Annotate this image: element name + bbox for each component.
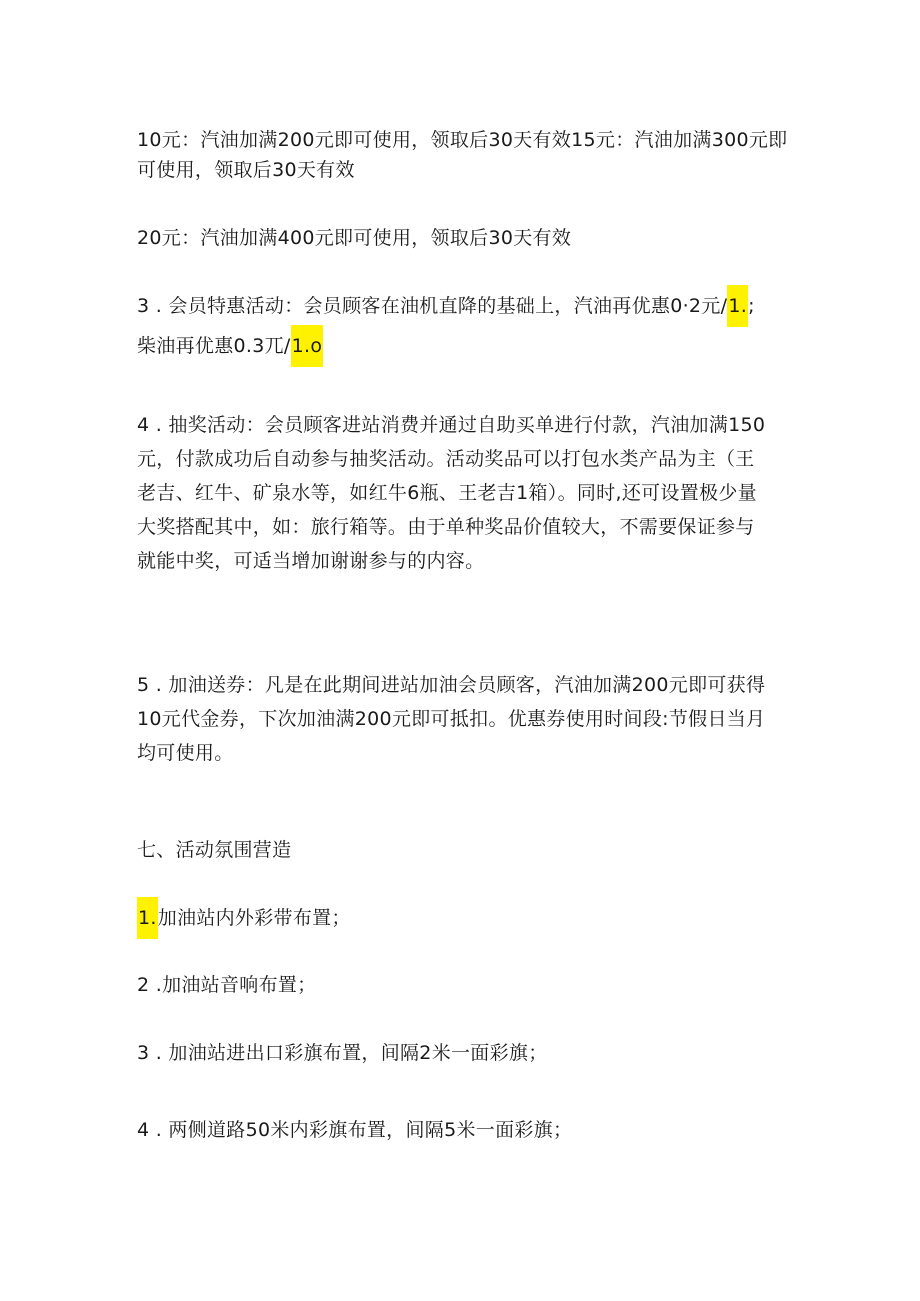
text-segment: 加油站内外彩带布置；: [157, 907, 351, 929]
text-line: 就能中奖，可适当增加谢谢参与的内容。: [137, 550, 485, 572]
highlighted-text: 1.o: [291, 325, 324, 367]
text-line: 均可使用。: [137, 742, 234, 764]
text-line: 20元：汽油加满400元即可使用，领取后30天有效: [137, 227, 572, 249]
list-item: [137, 1038, 787, 1068]
paragraph-lottery: [137, 408, 787, 578]
paragraph-coupon-10-15: [137, 125, 787, 185]
text-line: 元，付款成功后自动参与抽奖活动。活动奖品可以打包水类产品为主（王: [137, 448, 755, 470]
text-line: 2 .加油站音响布置；: [137, 974, 317, 996]
list-item: [137, 970, 787, 1000]
text-line: 4 . 抽奖活动：会员顾客进站消费并通过自助买单进行付款，汽油加满150: [137, 414, 766, 436]
text-line: [137, 291, 787, 321]
highlighted-text: 1.: [727, 285, 748, 327]
text-line: 10元：汽油加满200元即可使用，领取后30天有效15元：汽油加满300元即: [137, 129, 788, 151]
text-segment: ;: [748, 295, 755, 317]
text-line: 3 . 加油站进出口彩旗布置，间隔2米一面彩旗；: [137, 1042, 548, 1064]
paragraph-member-discount: [137, 291, 787, 361]
text-segment: 3 . 会员特惠活动：会员顾客在油机直降的基础上，汽油再优惠0·2元/: [137, 295, 728, 317]
section-heading-atmosphere: [137, 835, 787, 865]
paragraph-coupon-gift: [137, 668, 787, 770]
text-line: 可使用，领取后30天有效: [137, 159, 355, 181]
highlighted-text: 1.: [137, 897, 158, 939]
text-line: 老吉、红牛、矿泉水等，如红牛6瓶、王老吉1箱）。同时,还可设置极少量: [137, 482, 757, 504]
text-line: 5 . 加油送券：凡是在此期间进站加油会员顾客，汽油加满200元即可获得: [137, 674, 766, 696]
text-line: [137, 903, 787, 933]
list-item: [137, 903, 787, 933]
text-line: 10元代金券，下次加油满200元即可抵扣。优惠券使用时间段:节假日当月: [137, 708, 766, 730]
text-line: 大奖搭配其中，如：旅行箱等。由于单种奖品价值较大，不需要保证参与: [137, 516, 755, 538]
text-segment: 柴油再优惠0.3兀/: [137, 335, 291, 357]
text-line: 七、活动氛围营造: [137, 839, 292, 861]
paragraph-coupon-20: [137, 223, 787, 253]
text-line: [137, 331, 787, 361]
text-line: 4 . 两侧道路50米内彩旗布置，间隔5米一面彩旗；: [137, 1119, 573, 1141]
list-item: [137, 1115, 787, 1145]
